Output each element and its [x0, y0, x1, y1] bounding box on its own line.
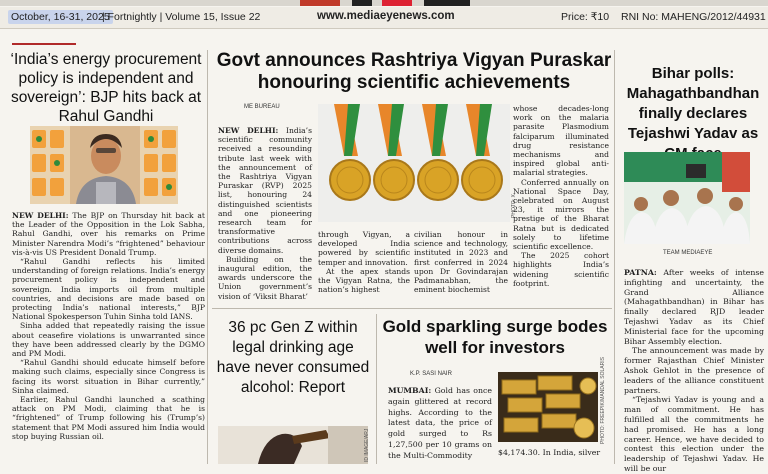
- column-divider: [376, 314, 377, 464]
- right-photo-caption: TEAM MEDIAEYE: [663, 250, 713, 256]
- center-paragraph: The 2025 cohort highlights India’s widening scientific footprint.: [513, 251, 609, 288]
- website-url[interactable]: www.mediaeyenews.com: [317, 10, 455, 22]
- center-col-3: [414, 230, 508, 294]
- center-col-2: [318, 230, 410, 294]
- gold-bars-photo: [498, 372, 598, 442]
- right-story-headline: Bihar polls: Mahagathbandhan finally declares Tejashwi Yadav as: [626, 65, 760, 142]
- right-story-body: [624, 268, 764, 474]
- column-divider: [614, 50, 615, 464]
- center-paragraph: Building on the inaugural edition, the awards underscore the Union government’s vision of ‘Viksit Bharat’: [218, 254, 312, 301]
- issue-info-bar: [0, 7, 768, 29]
- center-paragraph: whose decades-long work on the malaria parasite Plasmodium falciparum illuminated drug resistance mechanisms and inspired global anti-malarial strategies.: [513, 104, 609, 178]
- section-accent-rule: [12, 43, 76, 45]
- gold-dateline: MUMBAI:: [388, 386, 432, 395]
- genz-photo-credit: ID IMAGE/ARJ: [364, 428, 370, 462]
- center-col-4: [513, 104, 609, 288]
- gold-photo-credit: PHOTO: FREEPIK/MANDAL SOLARIS: [600, 357, 606, 444]
- left-paragraph: Sinha added that repeatedly raising the issue about ceasefire violations is unwarranted since they have been addressed clearly by the DGMO and PM Modi.: [12, 321, 205, 359]
- masthead-strip: [0, 0, 768, 6]
- masthead-fragment: [382, 0, 412, 6]
- tejashwi-photo: [624, 152, 750, 244]
- masthead-fragment: [300, 0, 340, 6]
- left-story: [8, 50, 204, 126]
- left-story-body: [12, 211, 205, 441]
- gold-paragraph: Gold has once again glittered at record highs. According to the latest data, the price of gold surged to Rs 1,27,500 per 10 grams on the Multi-Commodity: [388, 386, 492, 460]
- center-col-1: [218, 126, 312, 301]
- center-byline: ME BUREAU: [244, 104, 280, 110]
- center-paragraph: India’s scientific community received a resounding tribute last week with the announcement of the Rashtriya Vigyan Puraskar (RVP) 2025 list, honouring 24 distinguished scientists and one pioneering research team for transformative contributions across diverse domains.: [218, 126, 312, 255]
- left-story-headline: ‘India’s energy procurement policy is independent and sovereign’: BJP hits back at Rahul Gandhi: [10, 51, 202, 125]
- issue-frequency: | Fortnightly | Volume 15, Issue 22: [102, 11, 261, 23]
- medals-photo: [318, 104, 510, 222]
- center-paragraph: Conferred annually on National Space Day, celebrated on August 23, it mirrors the prestige of the Bharat Ratna but is dedicated solely to lifetime scientific excellence.: [513, 177, 609, 252]
- section-divider: [212, 308, 612, 309]
- center-dateline: NEW DELHI:: [218, 126, 279, 135]
- genz-photo: [218, 426, 368, 464]
- center-photo-credit: PHOTO: X: [511, 194, 517, 218]
- gold-story-headline: Gold sparkling surge bodes well for investors: [382, 317, 608, 357]
- masthead-fragment: [424, 0, 470, 6]
- left-paragraph: The BJP on Thursday hit back at the Leader of the Opposition in the Lok Sabha, Rahul Gandhi, over his remarks on Prime Minister Narendra Modi’s “frightened” behaviour vis-à-vis US President Donald Trump.: [12, 211, 205, 257]
- right-paragraph: The announcement was made by former Rajasthan Chief Minister Ashok Gehlot in the presence of leaders of the alliance constituent partners.: [624, 346, 764, 395]
- right-paragraph: “Tejashwi Yadav is young and a man of commitment. He has fulfilled all the commitments he had promised. He has a long career. Hence, we have decided to contest this election under the leadership of Tejashwi Yadav. He will be our: [624, 395, 764, 473]
- rahul-gandhi-photo: [30, 126, 178, 204]
- left-paragraph: “Rahul Gandhi should educate himself before making such claims, especially since Congress is facing its worst situation in Bihar currently,” Sinha claimed.: [12, 358, 205, 395]
- gold-col-1: [388, 386, 492, 462]
- gold-col-2: $4,174.30. In India, silver: [498, 448, 601, 457]
- genz-story-headline: 36 pc Gen Z within legal drinking age have never consumed alcohol: Report: [216, 319, 370, 396]
- gold-byline: K.P. SASI NAIR: [410, 371, 452, 377]
- issue-date: October, 16-31, 2025: [8, 10, 113, 24]
- center-story-headline: Govt announces Rashtriya Vigyan Puraskar honouring scientific achievements: [216, 50, 612, 93]
- left-paragraph: “Rahul Gandhi reflects his limited understanding of foreign relations. India’s energy procurement policy is independent and sovereign. India imports oil from multiple countries, and decisions are made based on protecting India’s national interests,” BJP National Spokesperson Tuhin Sinha told IANS.: [12, 257, 205, 322]
- column-divider: [207, 50, 208, 464]
- left-paragraph: Earlier, Rahul Gandhi launched a scathing attack on PM Modi, claiming that he is “frightened” of Trump following his (Trump’s) statement that PM Modi assured him India would stop buying Russian oil.: [12, 395, 205, 441]
- left-dateline: NEW DELHI:: [12, 211, 69, 220]
- issue-price: Price: ₹10: [561, 11, 610, 23]
- right-dateline: PATNA:: [624, 268, 657, 277]
- center-paragraph: civilian honour in science and technology, instituted in 2023 and first conferred in 2024 upon Dr Govindarajan Padmanabhan, the eminent biochemist: [414, 230, 508, 295]
- rni-number: RNI No: MAHENG/2012/44931: [621, 11, 766, 23]
- center-paragraph: through Vigyan, a developed India powered by scientific temper and innovation.: [318, 230, 410, 267]
- masthead-fragment: [352, 0, 372, 6]
- right-paragraph: After weeks of intense infighting and uncertainty, the Grand Alliance (Mahagathbandhan) in Bihar has finally declared RJD leader Tejashwi Yadav as its Chief Ministerial face for the upcoming Bihar Assembly election.: [624, 268, 764, 346]
- center-paragraph: At the apex stands the Vigyan Ratna, the nation’s highest: [318, 266, 410, 295]
